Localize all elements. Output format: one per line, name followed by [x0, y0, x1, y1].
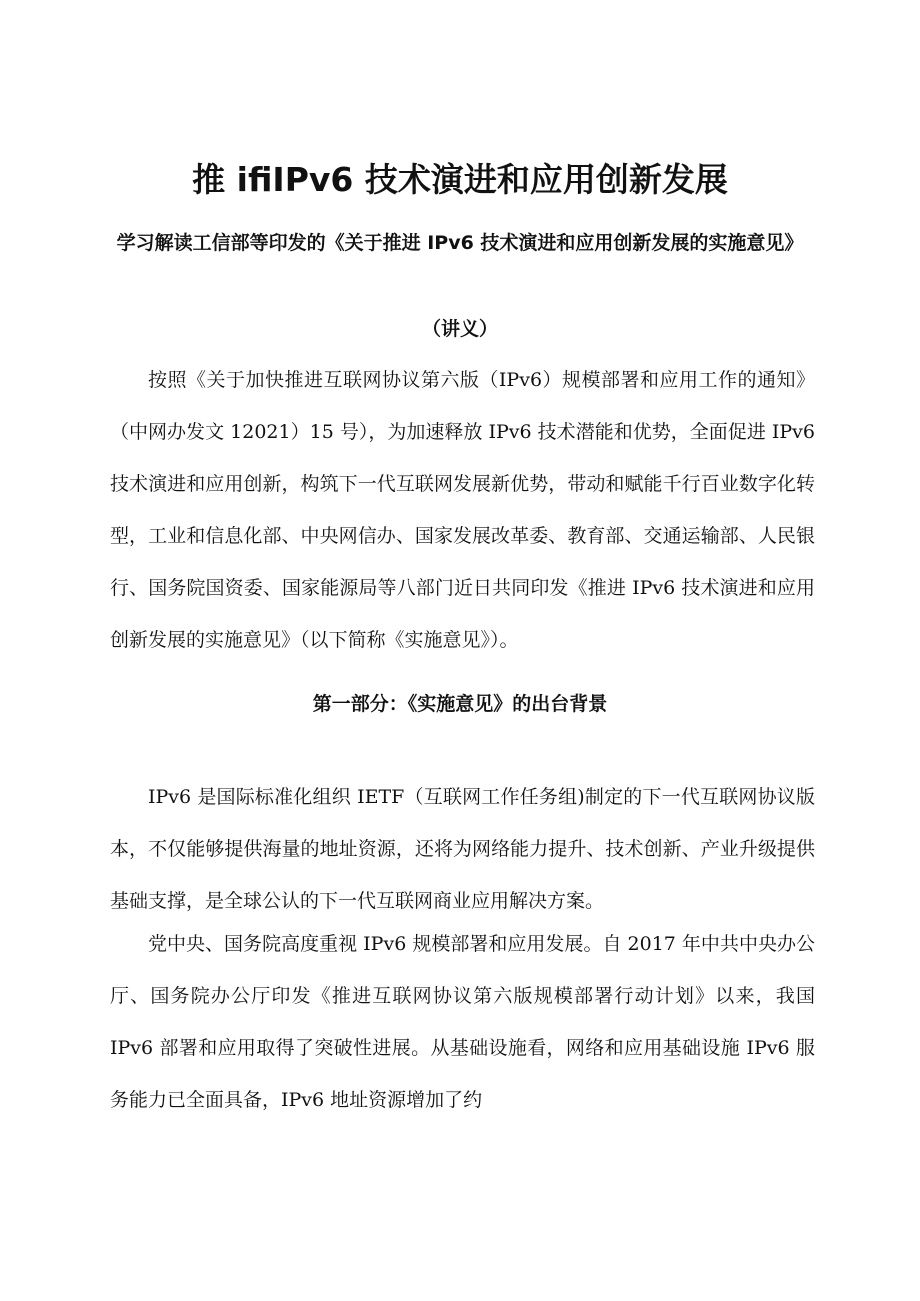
document-title: 推 ifiIPv6 技术演进和应用创新发展: [192, 160, 728, 199]
intro-paragraph: 按照《关于加快推进互联网协议第六版（IPv6）规模部署和应用工作的通知》（中网办发文 12021）15 号），为加速释放 IPv6 技术潜能和优势，全面促进 IPv6 技术演进和应用创新，构筑下一代互联网发展新优势，带动和赋能千行百业数字化转型，工业和信息化部、中央网信办、国家发展改革委、教育部、交通运输部、人民银行、国务院国资委、国家能源局等八部门近日共同印发《推进 IPv6 技术演进和应用创新发展的实施意见》（以下简称《实施意见》）。: [110, 369, 815, 651]
document-subtitle: 学习解读工信部等印发的《关于推进 IPv6 技术演进和应用创新发展的实施意见》: [116, 232, 804, 254]
section-heading: 第一部分：《实施意见》的出台背景: [312, 693, 608, 715]
body-paragraph: 党中央、国务院高度重视 IPv6 规模部署和应用发展。自 2017 年中共中央办公厅、国务院办公厅印发《推进互联网协议第六版规模部署行动计划》以来，我国 IPv6 部署和应用取得了突破性进展。从基础设施看，网络和应用基础设施 IPv6 服务能力已全面具备，IPv6 地址资源增加了约: [110, 933, 815, 1111]
lecture-note-label: （讲义）: [421, 318, 498, 340]
body-paragraph: IPv6 是国际标准化组织 IETF（互联网工作任务组)制定的下一代互联网协议版本，不仅能够提供海量的地址资源，还将为网络能力提升、技术创新、产业升级提供基础支撑，是全球公认的下一代互联网商业应用解决方案。: [110, 786, 815, 912]
